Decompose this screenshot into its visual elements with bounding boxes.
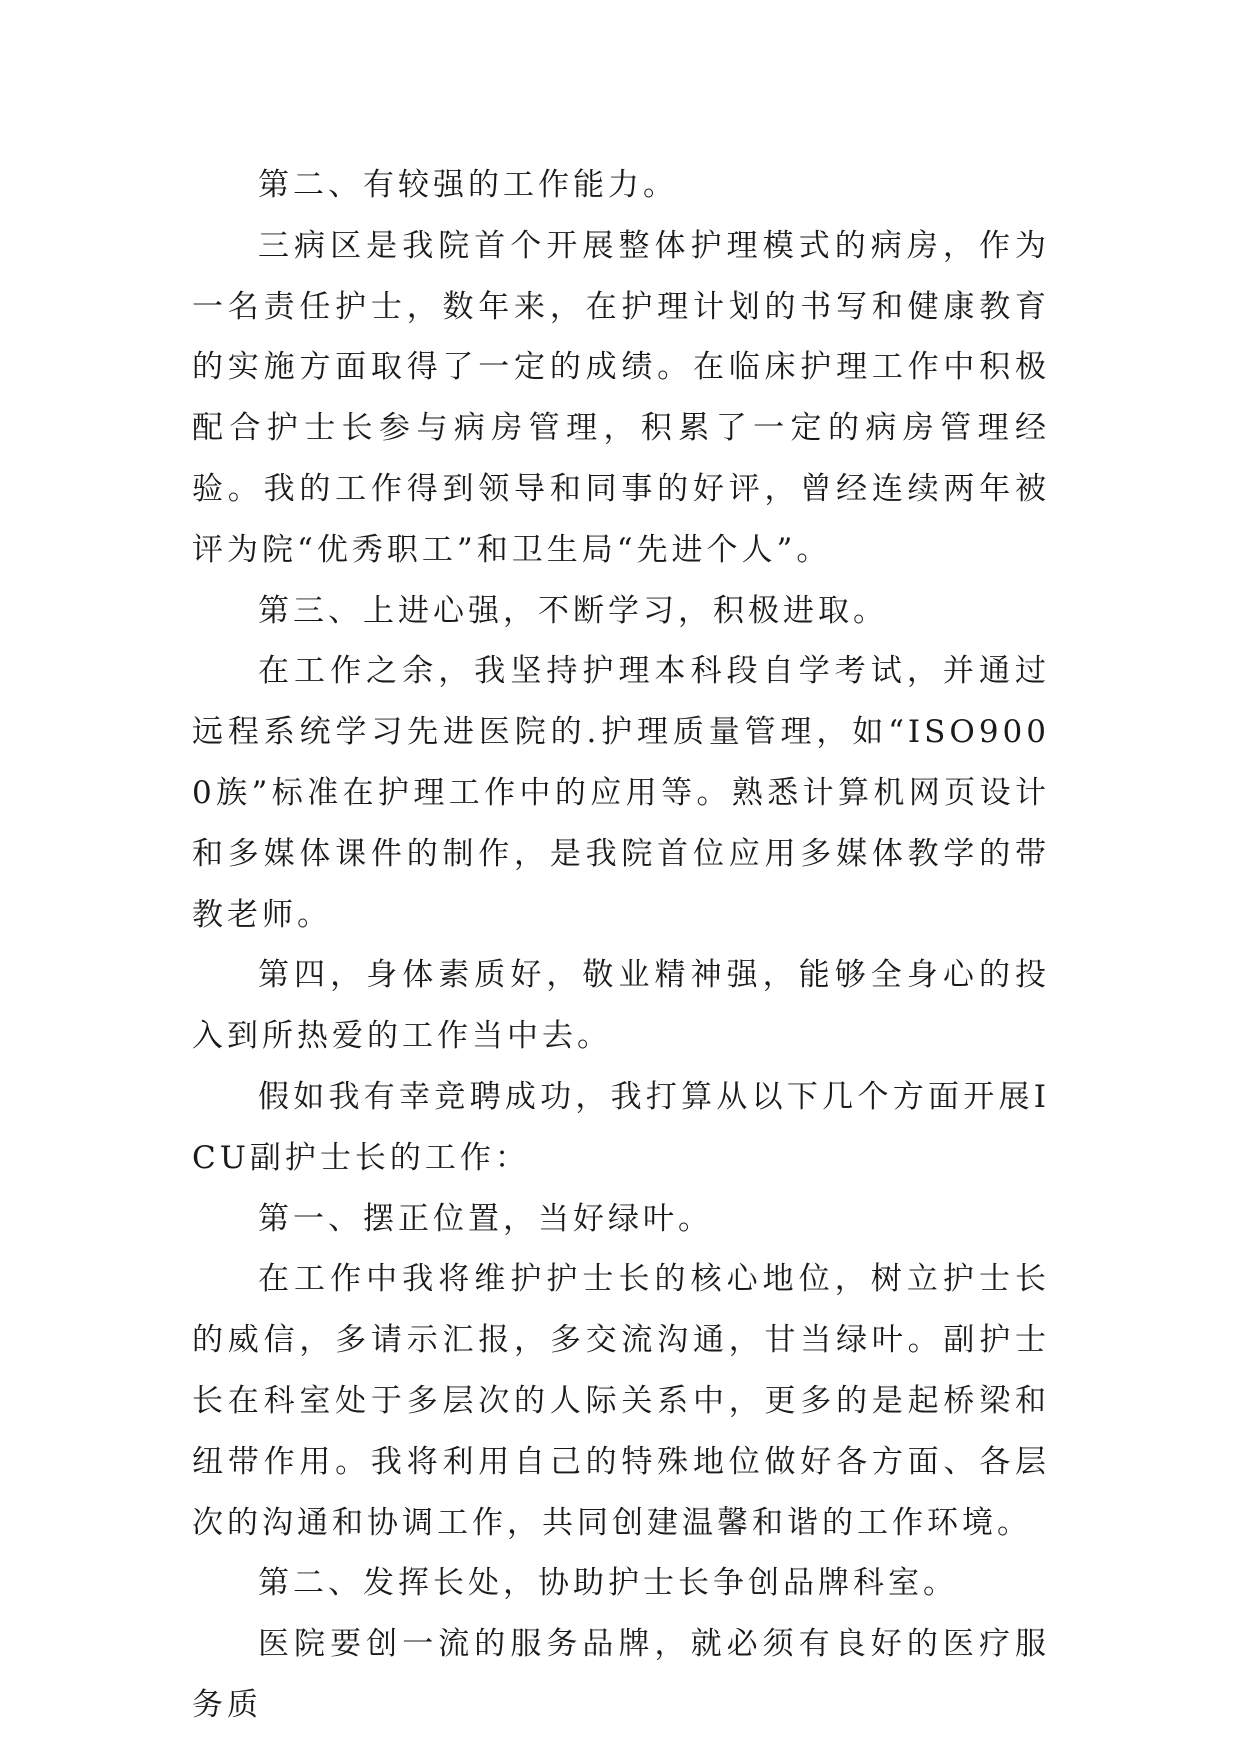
- paragraph-heading-second-ability: 第二、有较强的工作能力。: [258, 167, 678, 203]
- paragraph-heading-first-position: 第一、摆正位置，当好绿叶。: [258, 1200, 713, 1237]
- paragraph-self-study: 在工作之余，我坚持护理本科段自学考试，并通过远程系统学习先进医院的.护理质量管理，如“ISO9000族”标准在护理工作中的应用等。熟悉计算机网页设计和多媒体课件的制作，是我院首位应用多媒体教学的带教老师。: [192, 653, 1050, 933]
- paragraph-support-head-nurse: 在工作中我将维护护士长的核心地位，树立护士长的威信，多请示汇报，多交流沟通，甘当绿叶。副护士长在科室处于多层次的人际关系中，更多的是起桥梁和纽带作用。我将利用自己的特殊地位做好各方面、各层次的沟通和协调工作，共同创建温馨和谐的工作环境。: [192, 1261, 1050, 1541]
- paragraph-service-quality: 医院要创一流的服务品牌，就必须有良好的医疗服务质: [192, 1626, 1050, 1723]
- paragraph-plan-intro: 假如我有幸竞聘成功，我打算从以下几个方面开展ICU副护士长的工作：: [192, 1078, 1050, 1176]
- paragraph-ward-experience: 三病区是我院首个开展整体护理模式的病房，作为一名责任护士，数年来，在护理计划的书写和健康教育的实施方面取得了一定的成绩。在临床护理工作中积极配合护士长参与病房管理，积累了一定的病房管理经验。我的工作得到领导和同事的好评，曾经连续两年被评为院“优秀职工”和卫生局“先进个人”。: [192, 227, 1050, 568]
- paragraph-heading-second-brand: 第二、发挥长处，协助护士长争创品牌科室。: [258, 1565, 958, 1602]
- document-body: [192, 155, 1050, 1736]
- paragraph-heading-fourth-health: 第四，身体素质好，敬业精神强，能够全身心的投入到所热爱的工作当中去。: [192, 957, 1050, 1055]
- paragraph-heading-third-learning: 第三、上进心强，不断学习，积极进取。: [258, 592, 888, 629]
